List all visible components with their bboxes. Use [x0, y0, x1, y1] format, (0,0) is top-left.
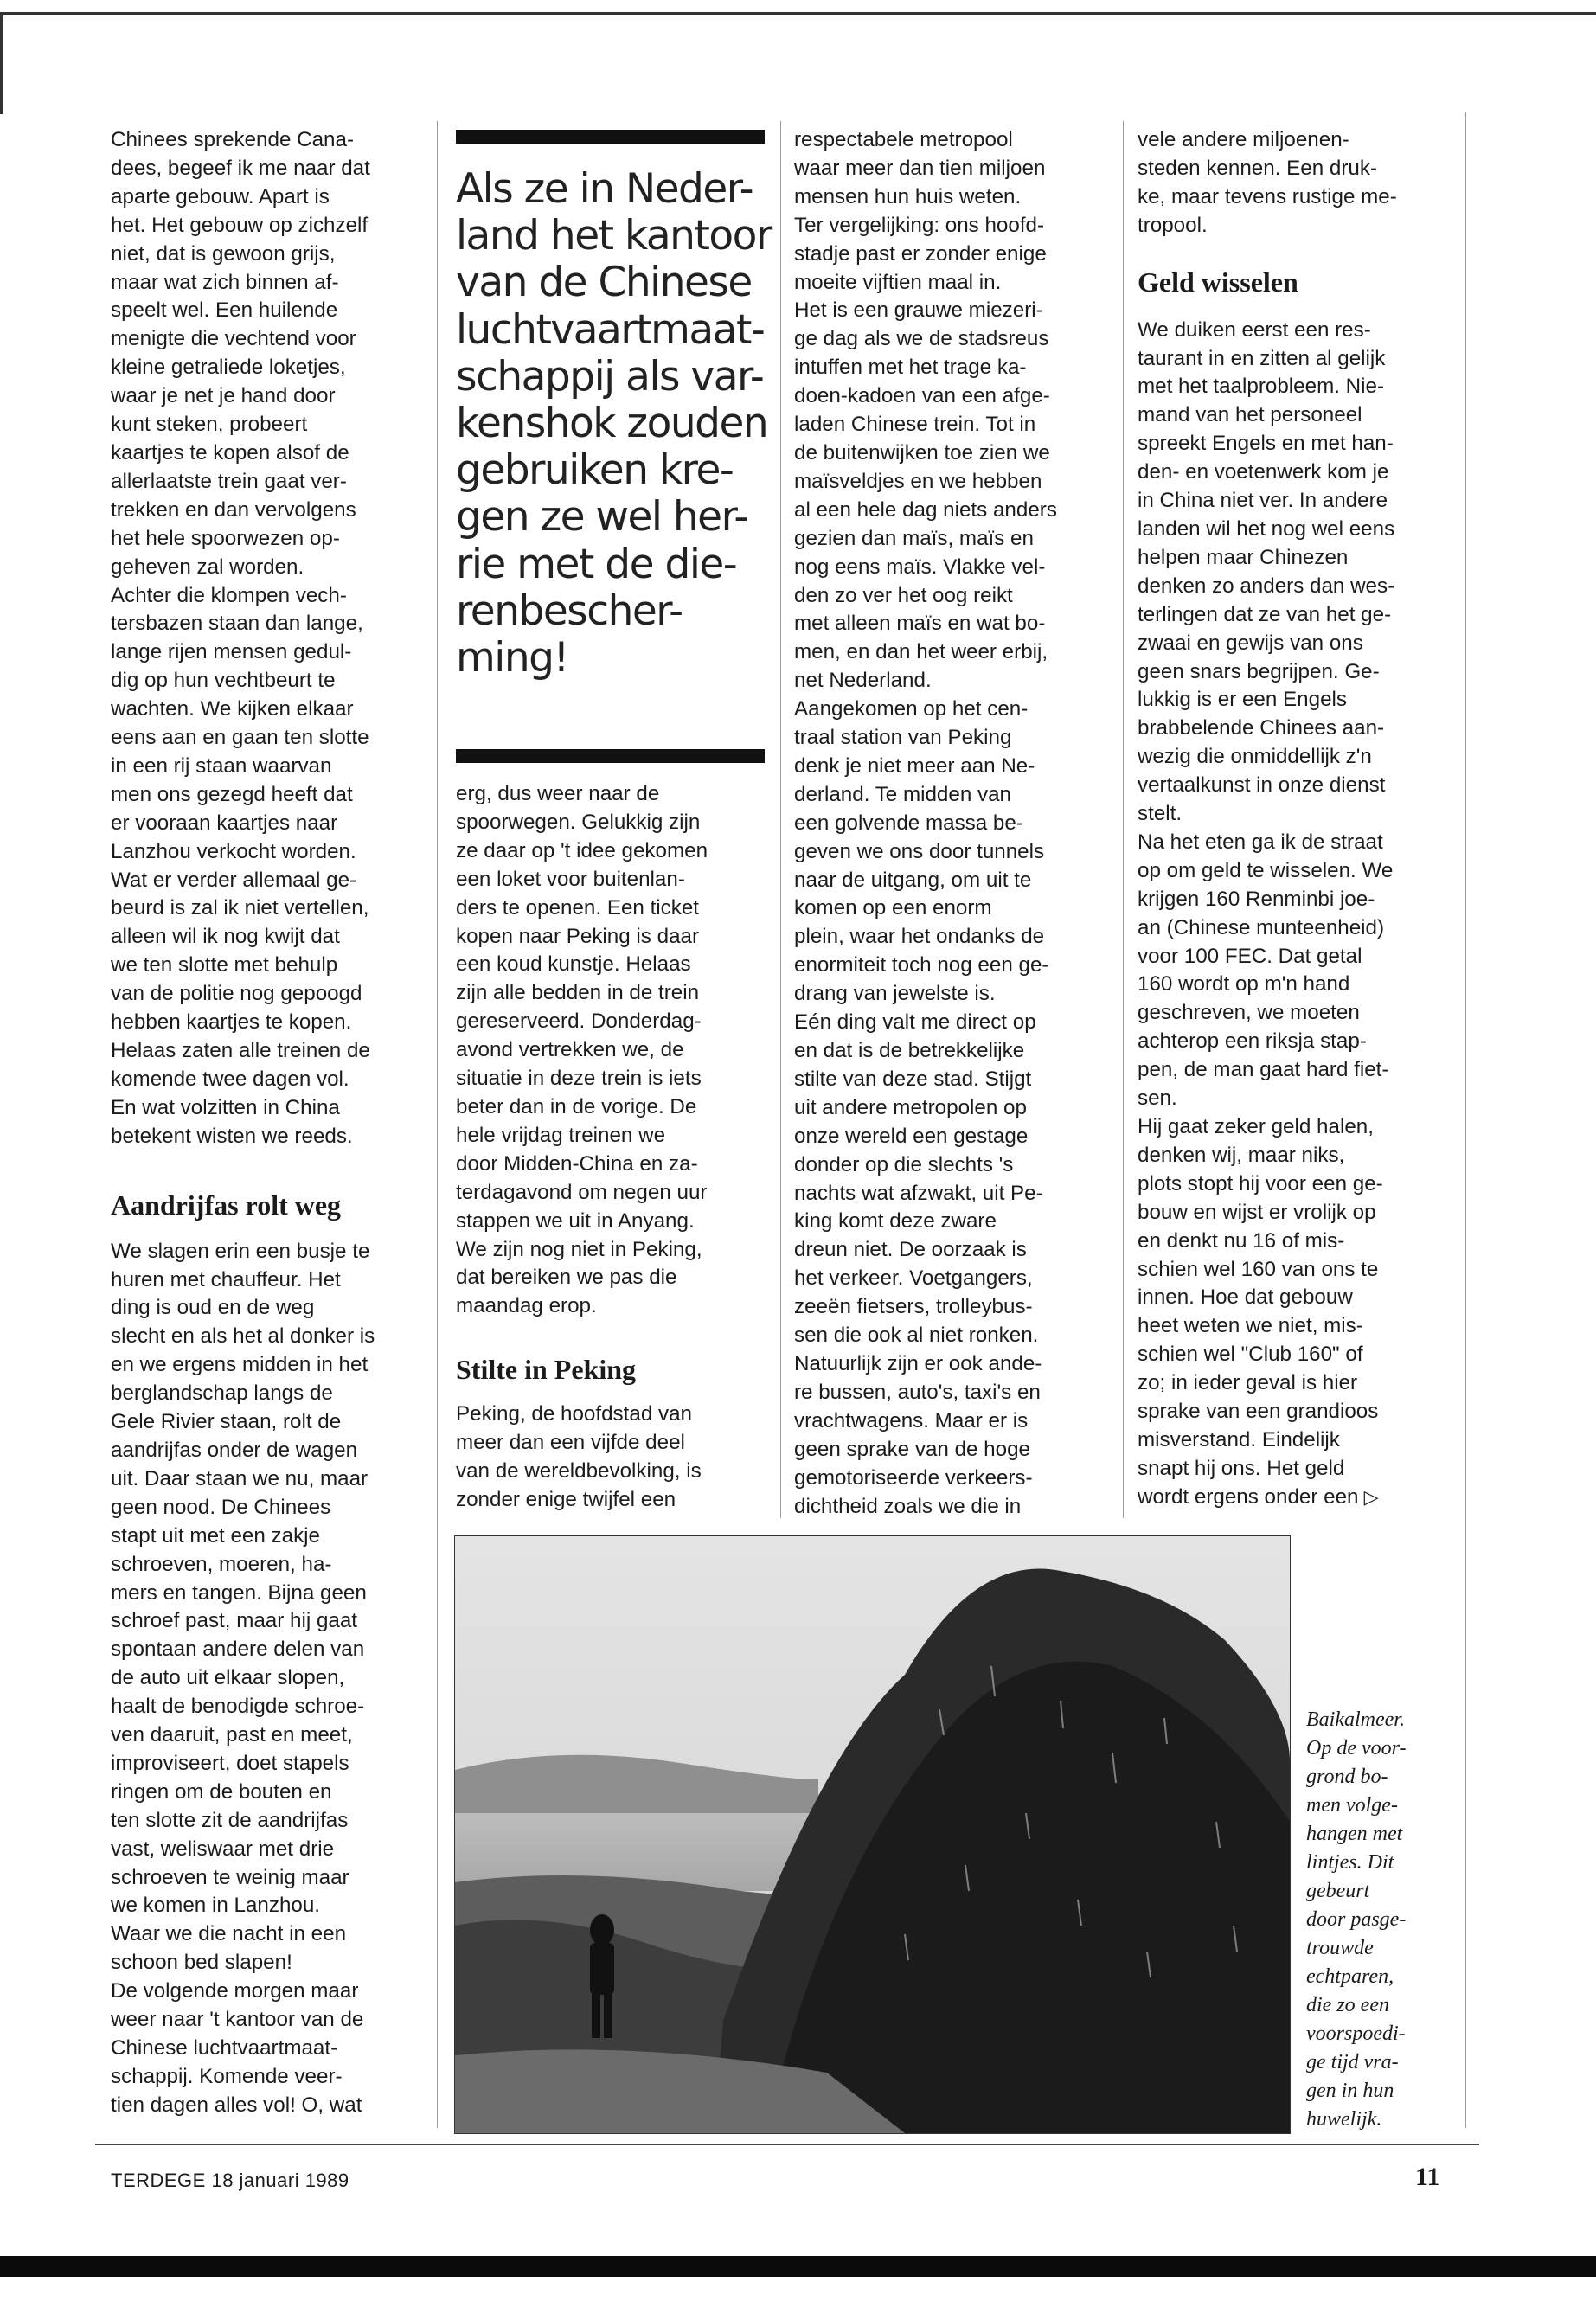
text-line: in China niet ver. In andere — [1138, 489, 1388, 513]
text-line: en we ergens midden in het — [111, 1353, 369, 1377]
column-rule-2 — [780, 121, 781, 1518]
text-line: aparte gebouw. Apart is — [111, 184, 330, 208]
text-line: maandag erop. — [456, 1294, 597, 1318]
text-line: vele andere miljoenen- — [1138, 128, 1349, 151]
pullquote-line: luchtvaartmaat- — [456, 305, 765, 354]
text-line: Chinese luchtvaartmaat- — [111, 2036, 338, 2060]
text-line: avond vertrekken we, de — [456, 1038, 684, 1062]
text-line: stappen we uit in Anyang. — [456, 1208, 695, 1233]
text-line: schappij. Komende veer- — [111, 2064, 343, 2088]
text-line: aandrijfas onder de wagen — [111, 1438, 358, 1462]
text-line: Lanzhou verkocht worden. — [111, 839, 356, 863]
text-line: spreekt Engels en met han- — [1138, 432, 1394, 456]
text-line: trekken en dan vervolgens — [111, 497, 356, 522]
text-line: situatie in deze trein is iets — [456, 1067, 702, 1091]
bottom-border — [0, 2256, 1596, 2277]
text-line: ven daaruit, past en meet, — [111, 1723, 353, 1747]
text-line: stilte van deze stad. Stijgt — [794, 1067, 1032, 1091]
text-line: geen nood. De Chinees — [111, 1495, 331, 1519]
column-3-text — [794, 126, 1114, 1521]
text-line: kunt steken, probeert — [111, 413, 308, 437]
text-line: met alleen maïs en wat bo- — [794, 612, 1046, 636]
text-line: van de politie nog gepoogd — [111, 982, 362, 1006]
text-line: kleine getraliede loketjes, — [111, 356, 346, 380]
text-line: nachts wat afzwakt, uit Pe- — [794, 1181, 1043, 1205]
text-line: re bussen, auto's, taxi's en — [794, 1380, 1041, 1404]
caption-line: trouwde — [1306, 1937, 1374, 1959]
text-line: ders te openen. Een ticket — [456, 895, 700, 920]
pullquote-line: schappij als var- — [456, 352, 764, 401]
caption-line: door pasge- — [1306, 1908, 1407, 1931]
text-line: gezien dan maïs, maïs en — [794, 526, 1034, 550]
text-line: al een hele dag niets anders — [794, 497, 1057, 522]
text-line: Eén ding valt me direct op — [794, 1010, 1036, 1035]
text-line: stelt. — [1138, 802, 1183, 826]
text-line: ge dag als we de stadsreus — [794, 327, 1049, 351]
caption-line: die zo een — [1306, 1994, 1389, 2016]
text-line: Na het eten ga ik de straat — [1138, 830, 1383, 854]
text-line: terlingen dat ze van het ge- — [1138, 602, 1392, 626]
text-line: We zijn nog niet in Peking, — [456, 1237, 702, 1261]
text-line: stapt uit met een zakje — [111, 1523, 321, 1548]
pullquote-line: ming! — [456, 634, 568, 683]
text-line: spoorwegen. Gelukkig zijn — [456, 810, 701, 834]
text-line: Achter die klompen vech- — [111, 583, 347, 607]
caption-line: lintjes. Dit — [1306, 1851, 1394, 1874]
caption-line: grond bo- — [1306, 1766, 1388, 1788]
column-4 — [1138, 126, 1458, 1512]
text-line: van de wereldbevolking, is — [456, 1459, 702, 1484]
text-line: moeite vijftien maal in. — [794, 270, 1002, 294]
text-line: Aangekomen op het cen- — [794, 697, 1029, 721]
text-line: wachten. We kijken elkaar — [111, 697, 354, 721]
pullquote-bar-bottom — [456, 749, 765, 763]
text-line: tropool. — [1138, 213, 1208, 237]
text-line: helpen maar Chinezen — [1138, 545, 1349, 569]
text-line: hele vrijdag treinen we — [456, 1123, 666, 1147]
text-line: krijgen 160 Renminbi joe- — [1138, 887, 1375, 911]
text-line: Ter vergelijking: ons hoofd- — [794, 213, 1045, 237]
text-line: improviseert, doet stapels — [111, 1751, 349, 1775]
text-line: de buitenwijken toe zien we — [794, 440, 1050, 465]
text-line: wordt ergens onder een ▷ — [1138, 1484, 1379, 1509]
caption-line: gen in hun — [1306, 2080, 1394, 2102]
text-line: landen wil het nog wel eens — [1138, 516, 1395, 541]
text-line: waar je net je hand door — [111, 384, 336, 408]
text-line: mers en tangen. Bijna geen — [111, 1580, 367, 1605]
text-line: eens aan en gaan ten slotte — [111, 726, 369, 750]
publication-date: TERDEGE 18 januari 1989 — [111, 2170, 349, 2191]
top-border — [0, 12, 1596, 15]
caption-line: gebeurt — [1306, 1880, 1370, 1902]
text-line: meer dan een vijfde deel — [456, 1431, 685, 1455]
column-rule-4 — [1465, 112, 1466, 2128]
column-1-text-b — [111, 1238, 422, 2120]
text-line: laden Chinese trein. Tot in — [794, 413, 1036, 437]
text-line: king komt deze zware — [794, 1209, 997, 1234]
column-rule-3 — [1123, 121, 1124, 1518]
text-line: den zo ver het oog reikt — [794, 583, 1013, 607]
text-line: schroef past, maar hij gaat — [111, 1609, 358, 1633]
text-line: alleen wil ik nog kwijt dat — [111, 925, 340, 949]
text-line: De volgende morgen maar — [111, 1979, 359, 2003]
column-2 — [456, 780, 767, 1515]
pullquote-line: kenshok zouden — [456, 400, 768, 448]
text-line: Hij gaat zeker geld halen, — [1138, 1115, 1374, 1138]
footer-rule — [95, 2144, 1479, 2145]
text-line: taurant in en zitten al gelijk — [1138, 346, 1386, 370]
text-line: denk je niet meer aan Ne- — [794, 753, 1035, 778]
text-line: Wat er verder allemaal ge- — [111, 868, 357, 892]
text-line: spontaan andere delen van — [111, 1638, 365, 1662]
text-line: den- en voetenwerk kom je — [1138, 460, 1389, 484]
text-line: erg, dus weer naar de — [456, 782, 660, 805]
text-line: En wat volzitten in China — [111, 1095, 340, 1119]
text-line: we ten slotte met behulp — [111, 953, 338, 977]
text-line: wezig die onmiddellijk z'n — [1138, 745, 1372, 769]
text-line: een golvende massa be- — [794, 811, 1023, 835]
text-line: en dat is de betrekkelijke — [794, 1039, 1025, 1062]
text-line: komen op een enorm — [794, 896, 992, 920]
caption-line: Op de voor- — [1306, 1737, 1407, 1759]
text-line: plein, waar het ondanks de — [794, 925, 1045, 949]
text-line: geheven zal worden. — [111, 554, 304, 579]
text-line: mand van het personeel — [1138, 403, 1362, 427]
text-line: men, en dan het weer erbij, — [794, 640, 1048, 664]
text-line: Waar we die nacht in een — [111, 1922, 347, 1946]
pullquote — [456, 166, 776, 682]
caption-line: huwelijk. — [1306, 2108, 1382, 2131]
continue-arrow-icon: ▷ — [1358, 1485, 1379, 1508]
text-line: en denkt nu 16 of mis- — [1138, 1228, 1345, 1253]
text-line: uit andere metropolen op — [794, 1095, 1027, 1119]
caption-line: echtparen, — [1306, 1965, 1394, 1988]
text-line: hebben kaartjes te kopen. — [111, 1010, 352, 1035]
text-line: snapt hij ons. Het geld — [1138, 1456, 1345, 1480]
text-line: slecht en als het al donker is — [111, 1324, 375, 1349]
text-line: sen. — [1138, 1086, 1177, 1111]
text-line: Gele Rivier staan, rolt de — [111, 1410, 342, 1434]
text-line: zwaai en gewijs van ons — [1138, 631, 1363, 655]
column-4-text-b — [1138, 317, 1458, 1512]
text-line: brabbelende Chinees aan- — [1138, 716, 1385, 740]
text-line: Het is een grauwe miezeri- — [794, 298, 1043, 323]
text-line: gemotoriseerde verkeers- — [794, 1465, 1033, 1490]
text-line: huren met chauffeur. Het — [111, 1267, 341, 1292]
text-line: achterop een riksja stap- — [1138, 1029, 1367, 1054]
column-1 — [111, 126, 422, 2120]
text-line: dreun niet. De oorzaak is — [794, 1238, 1027, 1262]
text-line: kaartjes te kopen alsof de — [111, 440, 349, 465]
text-line: haalt de benodigde schroe- — [111, 1695, 365, 1719]
text-line: dees, begeef ik me naar dat — [111, 156, 370, 180]
text-line: zijn alle bedden in de trein — [456, 981, 700, 1005]
pullquote-line: land het kantoor — [456, 212, 772, 260]
text-line: Peking, de hoofdstad van — [456, 1402, 692, 1426]
text-line: donder op die slechts 's — [794, 1152, 1014, 1176]
text-line: pen, de man gaat hard fiet- — [1138, 1058, 1389, 1082]
column-2-text-b — [456, 1400, 767, 1515]
text-line: de auto uit elkaar slopen, — [111, 1666, 345, 1690]
caption-line: Baikalmeer. — [1306, 1708, 1405, 1731]
photo-landscape-illustration — [455, 1536, 1290, 2133]
text-line: door Midden-China en za- — [456, 1151, 698, 1176]
text-line: ke, maar tevens rustige me- — [1138, 184, 1397, 208]
left-border — [0, 12, 3, 114]
pullquote-line: Als ze in Neder- — [456, 165, 753, 213]
column-1-text-a — [111, 126, 422, 1151]
caption-line: men volge- — [1306, 1794, 1398, 1817]
text-line: dig op hun vechtbeurt te — [111, 669, 336, 693]
text-line: dat bereiken we pas die — [456, 1266, 677, 1290]
text-line: niet, dat is gewoon grijs, — [111, 241, 336, 266]
text-line: het hele spoorwezen op- — [111, 526, 340, 550]
text-line: het verkeer. Voetgangers, — [794, 1266, 1033, 1291]
text-line: geen sprake van de hoge — [794, 1437, 1030, 1461]
text-line: waar meer dan tien miljoen — [794, 156, 1046, 180]
pullquote-line: renbescher- — [456, 586, 683, 635]
text-line: sen die ook al niet ronken. — [794, 1324, 1039, 1348]
text-line: een loket voor buitenlan- — [456, 867, 685, 891]
text-line: men ons gezegd heeft dat — [111, 782, 353, 806]
pullquote-bar-top — [456, 130, 765, 144]
text-line: dichtheid zoals we die in — [794, 1494, 1022, 1518]
text-line: tien dagen alles vol! O, wat — [111, 2093, 362, 2117]
text-line: misverstand. Eindelijk — [1138, 1427, 1340, 1452]
text-line: 160 wordt op m'n hand — [1138, 972, 1350, 997]
text-line: op om geld te wisselen. We — [1138, 858, 1394, 882]
text-line: een koud kunstje. Helaas — [456, 952, 691, 977]
text-line: speelt wel. Een huilende — [111, 298, 338, 323]
text-line: geven we ons door tunnels — [794, 839, 1045, 863]
text-line: allerlaatste trein gaat ver- — [111, 469, 347, 493]
pullquote-line: van de Chinese — [456, 259, 752, 307]
column-4-text-a — [1138, 126, 1458, 240]
text-line: voor 100 FEC. Dat getal — [1138, 944, 1362, 968]
text-line: zo; in ieder geval is hier — [1138, 1371, 1358, 1395]
text-line: kopen naar Peking is daar — [456, 924, 700, 948]
text-line: doen-kadoen van een afge- — [794, 384, 1050, 408]
text-line: schoon bed slapen! — [111, 1951, 292, 1975]
text-line: weer naar 't kantoor van de — [111, 2008, 364, 2032]
text-line: ten slotte zit de aandrijfas — [111, 1808, 349, 1832]
text-line: terdagavond om negen uur — [456, 1180, 708, 1204]
text-line: menigte die vechtend voor — [111, 327, 356, 351]
text-line: in een rij staan waarvan — [111, 753, 332, 778]
caption-line: ge tijd vra- — [1306, 2051, 1399, 2073]
pullquote-line: gen ze wel her- — [456, 493, 747, 542]
photo-baikal-lake — [454, 1535, 1291, 2134]
text-line: we komen in Lanzhou. — [111, 1894, 321, 1918]
text-line: an (Chinese munteenheid) — [1138, 915, 1385, 939]
text-line: maar wat zich binnen af- — [111, 270, 339, 294]
text-line: uit. Daar staan we nu, maar — [111, 1466, 369, 1490]
text-line: geen snars begrijpen. Ge- — [1138, 659, 1380, 683]
text-line: berglandschap langs de — [111, 1381, 333, 1406]
text-line: denken zo anders dan wes- — [1138, 574, 1395, 598]
text-line: tersbazen staan dan lange, — [111, 612, 363, 636]
text-line: We duiken eerst een res- — [1138, 317, 1371, 342]
text-line: lange rijen mensen gedul- — [111, 640, 352, 664]
heading-geld-wisselen: Geld wisselen — [1138, 266, 1298, 298]
column-rule-1 — [437, 121, 438, 2128]
caption-line: hangen met — [1306, 1823, 1403, 1845]
text-line: derland. Te midden van — [794, 782, 1012, 806]
text-line: ding is oud en de weg — [111, 1296, 315, 1320]
text-line: steden kennen. Een druk- — [1138, 156, 1377, 180]
text-line: schien wel "Club 160" of — [1138, 1343, 1363, 1367]
text-line: plots stopt hij voor een ge- — [1138, 1171, 1383, 1195]
text-line: lukkig is er een Engels — [1138, 688, 1348, 712]
text-line: naar de uitgang, om uit te — [794, 868, 1032, 892]
column-2-text-a — [456, 780, 767, 1321]
photo-caption — [1306, 1706, 1460, 2134]
text-line: vast, weliswaar met drie — [111, 1836, 335, 1861]
text-line: ze daar op 't idee gekomen — [456, 838, 708, 862]
text-line: bouw en wijst er vrolijk op — [1138, 1200, 1376, 1224]
text-line: zonder enige twijfel een — [456, 1487, 676, 1511]
text-line: maïsveldjes en we hebben — [794, 469, 1042, 493]
text-line: sprake van een grandioos — [1138, 1400, 1379, 1424]
text-line: geschreven, we moeten — [1138, 1001, 1360, 1025]
text-line: komende twee dagen vol. — [111, 1067, 349, 1091]
pullquote-line: rie met de die- — [456, 540, 737, 588]
text-line: respectabele metropool — [794, 128, 1013, 151]
text-line: vrachtwagens. Maar er is — [794, 1408, 1029, 1433]
text-line: Natuurlijk zijn er ook ande- — [794, 1351, 1042, 1375]
pullquote-line: gebruiken kre- — [456, 446, 734, 495]
text-line: mensen hun huis weten. — [794, 184, 1022, 208]
text-line: heet weten we niet, mis- — [1138, 1314, 1363, 1338]
text-line: beurd is zal ik niet vertellen, — [111, 896, 369, 920]
text-line: vertaalkunst in onze dienst — [1138, 773, 1386, 798]
text-line: net Nederland. — [794, 669, 932, 693]
text-line: intuffen met het trage ka- — [794, 356, 1027, 380]
text-line: Helaas zaten alle treinen de — [111, 1039, 370, 1062]
text-line: traal station van Peking — [794, 726, 1012, 750]
text-line: zeeën fietsers, trolleybus- — [794, 1295, 1033, 1319]
text-line: er vooraan kaartjes naar — [111, 811, 338, 835]
text-line: beter dan in de vorige. De — [456, 1094, 697, 1118]
column-3 — [794, 126, 1114, 1521]
text-line: onze wereld een gestage — [794, 1124, 1029, 1148]
page-number: 11 — [1415, 2163, 1440, 2191]
text-line: schien wel 160 van ons te — [1138, 1257, 1379, 1281]
text-line: Chinees sprekende Cana- — [111, 128, 355, 151]
text-line: stadje past er zonder enige — [794, 241, 1047, 266]
text-line: met het taalprobleem. Nie- — [1138, 375, 1385, 399]
text-line: drang van jewelste is. — [794, 982, 996, 1006]
text-line: innen. Hoe dat gebouw — [1138, 1285, 1353, 1310]
text-line: gereserveerd. Donderdag- — [456, 1009, 702, 1034]
text-line: betekent wisten we reeds. — [111, 1124, 353, 1148]
text-line: nog eens maïs. Vlakke vel- — [794, 554, 1046, 579]
text-line: denken wij, maar niks, — [1138, 1143, 1345, 1167]
text-line: We slagen erin een busje te — [111, 1239, 370, 1263]
caption-line: voorspoedi- — [1306, 2022, 1406, 2045]
heading-aandrijfas: Aandrijfas rolt weg — [111, 1189, 342, 1221]
text-line: schroeven, moeren, ha- — [111, 1552, 332, 1576]
text-line: schroeven te weinig maar — [111, 1865, 349, 1889]
text-line: enormiteit toch nog een ge- — [794, 953, 1049, 977]
heading-stilte-in-peking: Stilte in Peking — [456, 1354, 637, 1386]
text-line: ringen om de bouten en — [111, 1779, 332, 1804]
text-line: het. Het gebouw op zichzelf — [111, 213, 369, 237]
